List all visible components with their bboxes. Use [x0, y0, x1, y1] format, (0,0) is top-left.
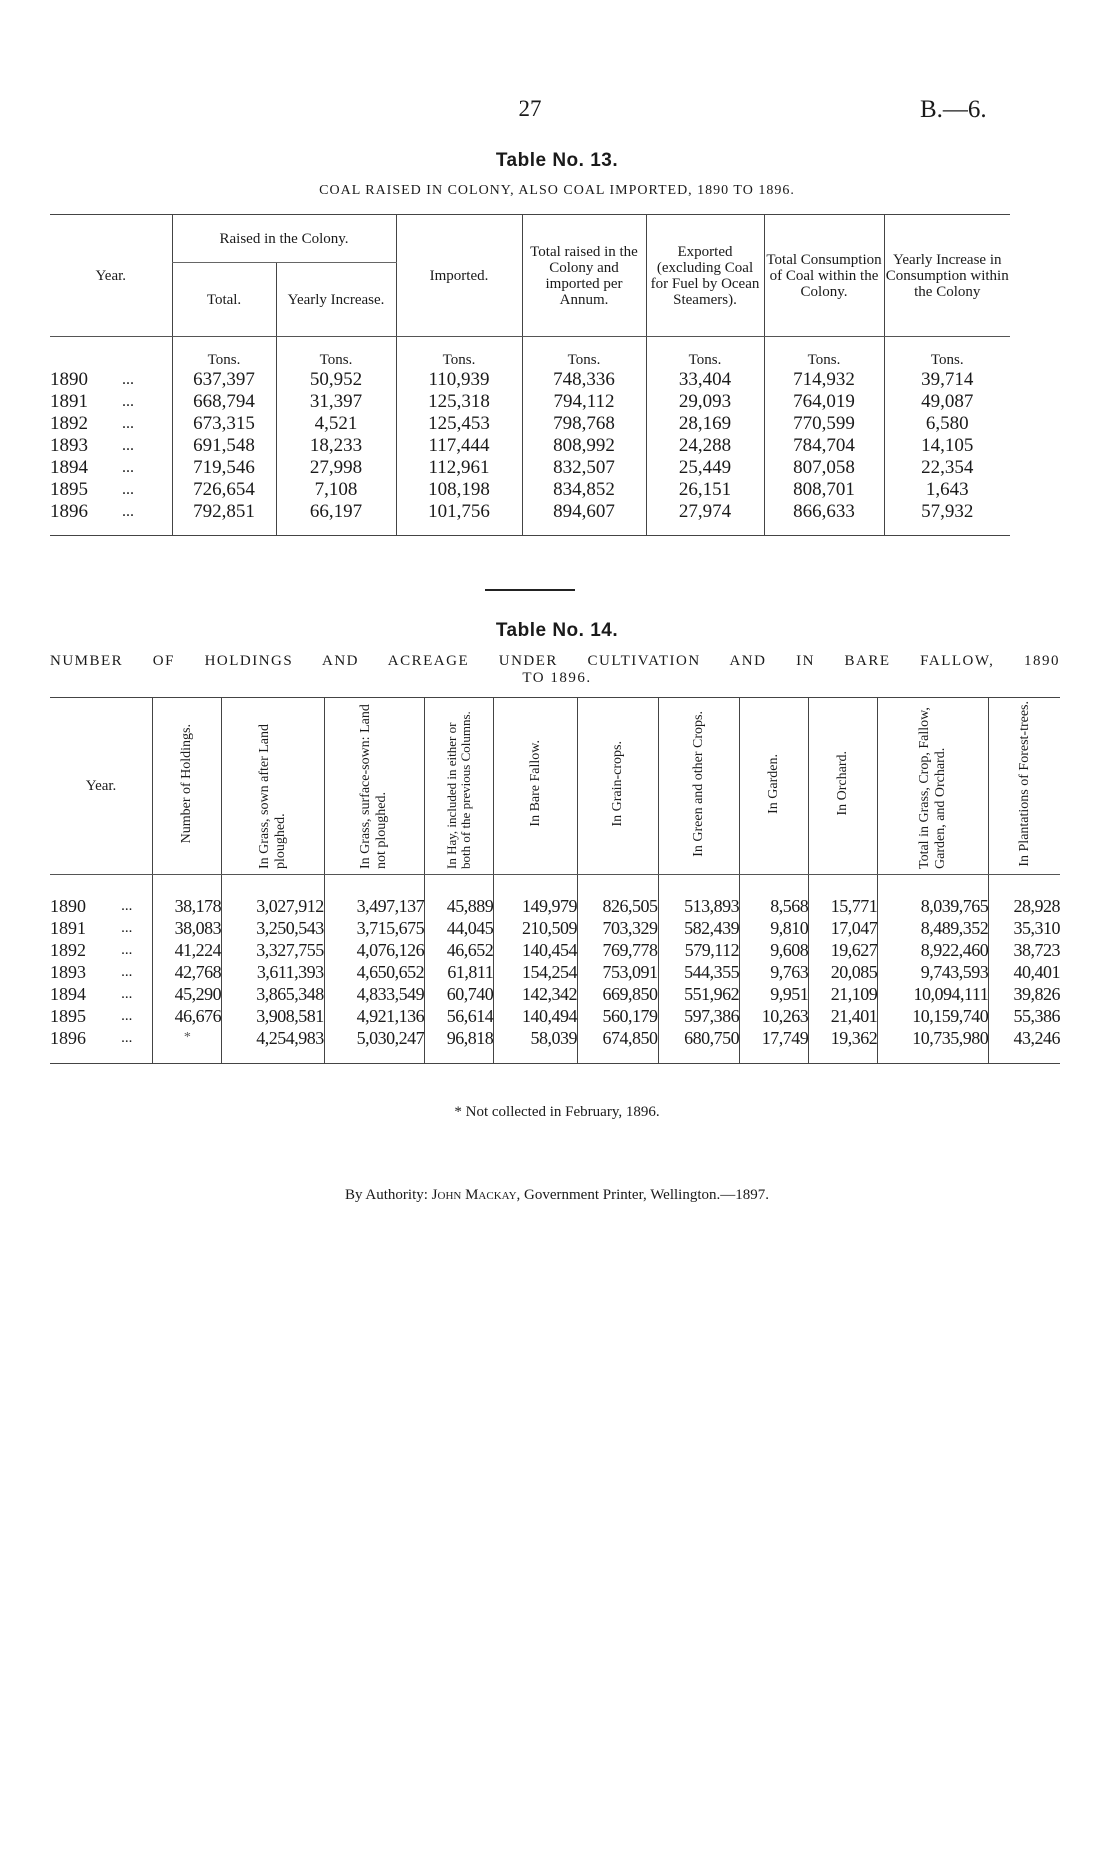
total: 8,039,765	[878, 875, 989, 918]
grass-surface: 5,030,247	[324, 1027, 424, 1064]
consumption: 866,633	[764, 501, 884, 536]
t14-header-grain: In Grain-crops.	[609, 740, 625, 827]
table-row	[50, 1005, 1060, 1027]
t14-header-garden: In Garden.	[766, 753, 782, 814]
grass-surface: 4,921,136	[324, 1005, 424, 1027]
garden: 9,608	[740, 939, 809, 961]
grain: 560,179	[577, 1005, 658, 1027]
t14-header-orchard: In Orchard.	[835, 751, 851, 816]
t14-header-year: Year.	[50, 698, 153, 875]
exported: 26,151	[646, 479, 764, 501]
grass-surface: 3,715,675	[324, 917, 424, 939]
t14-header-grass-ploughed: In Grass, sown after Land ploughed.	[256, 723, 288, 869]
grass-ploughed: 3,611,393	[222, 961, 325, 983]
year: 1895	[50, 479, 88, 500]
green: 582,439	[658, 917, 740, 939]
t13-header-imported: Imported.	[396, 215, 522, 337]
exported: 28,169	[646, 413, 764, 435]
year: 1894	[50, 457, 88, 478]
yearly-increase: 66,197	[276, 501, 396, 536]
grass-surface: 4,650,652	[324, 961, 424, 983]
total: 8,489,352	[878, 917, 989, 939]
orchard: 21,401	[809, 1005, 878, 1027]
plantations: 28,928	[989, 875, 1060, 918]
total: 668,794	[172, 391, 276, 413]
garden: 9,810	[740, 917, 809, 939]
plantations: 43,246	[989, 1027, 1060, 1064]
table-13-coal	[50, 214, 1010, 536]
holdings: 38,083	[153, 917, 222, 939]
total: 637,397	[172, 369, 276, 391]
t13-header-yearly-increase: Yearly Increase.	[276, 263, 396, 337]
orchard: 20,085	[809, 961, 878, 983]
consumption: 714,932	[764, 369, 884, 391]
hay: 96,818	[425, 1027, 494, 1064]
consumption-increase: 14,105	[884, 435, 1010, 457]
year: 1890	[50, 369, 88, 390]
total-raised: 798,768	[522, 413, 646, 435]
bare-fallow: 149,979	[494, 875, 578, 918]
garden: 9,951	[740, 983, 809, 1005]
grass-ploughed: 3,865,348	[222, 983, 325, 1005]
imported: 112,961	[396, 457, 522, 479]
orchard: 19,362	[809, 1027, 878, 1064]
leader-dots: ...	[122, 503, 134, 520]
leader-dots: ...	[122, 481, 134, 498]
garden: 10,263	[740, 1005, 809, 1027]
consumption: 807,058	[764, 457, 884, 479]
year: 1892	[50, 940, 86, 960]
t13-header-raised-group: Raised in the Colony.	[172, 215, 396, 263]
grass-ploughed: 3,027,912	[222, 875, 325, 918]
unit-label: Tons.	[646, 337, 764, 370]
hay: 44,045	[425, 917, 494, 939]
grain: 769,778	[577, 939, 658, 961]
yearly-increase: 31,397	[276, 391, 396, 413]
holdings: 41,224	[153, 939, 222, 961]
total-raised: 808,992	[522, 435, 646, 457]
green: 597,386	[658, 1005, 740, 1027]
total-raised: 834,852	[522, 479, 646, 501]
t13-header-consumption-increase: Yearly Increase in Consumption within the Colony	[884, 215, 1010, 337]
year: 1893	[50, 962, 86, 982]
t14-header-grass-surface: In Grass, surface-sown: Land not ploughed.	[358, 703, 390, 869]
table-row	[50, 457, 1010, 479]
consumption-increase: 39,714	[884, 369, 1010, 391]
grain: 826,505	[577, 875, 658, 918]
total: 726,654	[172, 479, 276, 501]
plantations: 39,826	[989, 983, 1060, 1005]
year: 1896	[50, 1028, 86, 1048]
t14-header-green: In Green and other Crops.	[690, 710, 706, 857]
grain: 669,850	[577, 983, 658, 1005]
hay: 61,811	[425, 961, 494, 983]
grass-ploughed: 3,250,543	[222, 917, 325, 939]
imprint-suffix: , Government Printer, Wellington.—1897.	[516, 1187, 769, 1203]
table-row	[50, 917, 1060, 939]
table-row	[50, 1027, 1060, 1064]
grass-surface: 4,076,126	[324, 939, 424, 961]
yearly-increase: 4,521	[276, 413, 396, 435]
green: 513,893	[658, 875, 740, 918]
table-14-subtitle-continued: TO 1896.	[522, 670, 592, 686]
t13-header-consumption: Total Consumption of Coal within the Colony.	[764, 215, 884, 337]
year: 1890	[50, 896, 86, 916]
table-row	[50, 961, 1060, 983]
grass-ploughed: 4,254,983	[222, 1027, 325, 1064]
total-raised: 832,507	[522, 457, 646, 479]
t14-header-total: Total in Grass, Crop, Fallow, Garden, and Orchard.	[917, 706, 949, 869]
leader-dots: ...	[121, 964, 133, 980]
imported: 125,453	[396, 413, 522, 435]
bare-fallow: 210,509	[494, 917, 578, 939]
t14-header-holdings: Number of Holdings.	[179, 723, 195, 844]
imported: 125,318	[396, 391, 522, 413]
table-14-title: Table No. 14.	[495, 620, 619, 641]
imported: 101,756	[396, 501, 522, 536]
t14-header-hay: In Hay, included in either or both of the previous Columns.	[444, 710, 474, 869]
table-row	[50, 391, 1010, 413]
unit-label: Tons.	[884, 337, 1010, 370]
grain: 674,850	[577, 1027, 658, 1064]
total: 691,548	[172, 435, 276, 457]
table-row	[50, 875, 1060, 918]
year: 1895	[50, 1006, 86, 1026]
table-14-subtitle: NUMBER OF HOLDINGS AND ACREAGE UNDER CULTIVATION AND IN BARE FALLOW, 1890	[50, 653, 1060, 669]
grass-ploughed: 3,908,581	[222, 1005, 325, 1027]
consumption: 784,704	[764, 435, 884, 457]
consumption: 770,599	[764, 413, 884, 435]
year: 1896	[50, 501, 88, 522]
garden: 17,749	[740, 1027, 809, 1064]
grain: 703,329	[577, 917, 658, 939]
year: 1894	[50, 984, 86, 1004]
year: 1893	[50, 435, 88, 456]
leader-dots: ...	[121, 898, 133, 914]
total: 10,094,111	[878, 983, 989, 1005]
hay: 46,652	[425, 939, 494, 961]
bare-fallow: 140,494	[494, 1005, 578, 1027]
green: 551,962	[658, 983, 740, 1005]
year: 1891	[50, 918, 86, 938]
exported: 29,093	[646, 391, 764, 413]
table-row	[50, 369, 1010, 391]
table-14-holdings	[50, 697, 1060, 1064]
total: 8,922,460	[878, 939, 989, 961]
table-13-subtitle: COAL RAISED IN COLONY, ALSO COAL IMPORTED, 1890 TO 1896.	[319, 183, 795, 198]
yearly-increase: 18,233	[276, 435, 396, 457]
table-14-footnote: * Not collected in February, 1896.	[454, 1104, 660, 1120]
bare-fallow: 154,254	[494, 961, 578, 983]
total-raised: 894,607	[522, 501, 646, 536]
total-raised: 794,112	[522, 391, 646, 413]
year: 1891	[50, 391, 88, 412]
consumption-increase: 49,087	[884, 391, 1010, 413]
orchard: 19,627	[809, 939, 878, 961]
document-reference: B.—6.	[920, 96, 987, 123]
t14-header-plantations: In Plantations of Forest-trees.	[1016, 700, 1032, 867]
table-row	[50, 501, 1010, 536]
total: 719,546	[172, 457, 276, 479]
unit-label: Tons.	[764, 337, 884, 370]
imprint-printer: John Mackay	[431, 1187, 517, 1203]
garden: 8,568	[740, 875, 809, 918]
imported: 110,939	[396, 369, 522, 391]
t13-header-total: Total.	[172, 263, 276, 337]
consumption-increase: 57,932	[884, 501, 1010, 536]
yearly-increase: 50,952	[276, 369, 396, 391]
table-row	[50, 413, 1010, 435]
imported: 108,198	[396, 479, 522, 501]
total: 9,743,593	[878, 961, 989, 983]
table-row	[50, 435, 1010, 457]
yearly-increase: 27,998	[276, 457, 396, 479]
grain: 753,091	[577, 961, 658, 983]
table-row	[50, 983, 1060, 1005]
leader-dots: ...	[121, 986, 133, 1002]
table-row	[50, 479, 1010, 501]
total: 792,851	[172, 501, 276, 536]
orchard: 21,109	[809, 983, 878, 1005]
exported: 25,449	[646, 457, 764, 479]
grass-surface: 3,497,137	[324, 875, 424, 918]
imported: 117,444	[396, 435, 522, 457]
consumption: 764,019	[764, 391, 884, 413]
unit-label: Tons.	[172, 337, 276, 370]
exported: 24,288	[646, 435, 764, 457]
table-row	[50, 939, 1060, 961]
orchard: 17,047	[809, 917, 878, 939]
yearly-increase: 7,108	[276, 479, 396, 501]
leader-dots: ...	[121, 1008, 133, 1024]
t13-header-year: Year.	[50, 215, 172, 337]
holdings-not-collected: *	[153, 1027, 222, 1064]
t14-header-bare-fallow: In Bare Fallow.	[527, 740, 543, 827]
t13-units-row	[50, 337, 1010, 370]
consumption-increase: 22,354	[884, 457, 1010, 479]
leader-dots: ...	[122, 371, 134, 388]
plantations: 55,386	[989, 1005, 1060, 1027]
green: 544,355	[658, 961, 740, 983]
exported: 33,404	[646, 369, 764, 391]
page-number: 27	[518, 96, 542, 121]
section-divider	[485, 589, 575, 591]
leader-dots: ...	[122, 393, 134, 410]
total: 10,735,980	[878, 1027, 989, 1064]
total-raised: 748,336	[522, 369, 646, 391]
holdings: 38,178	[153, 875, 222, 918]
consumption: 808,701	[764, 479, 884, 501]
unit-label: Tons.	[396, 337, 522, 370]
year: 1892	[50, 413, 88, 434]
exported: 27,974	[646, 501, 764, 536]
plantations: 35,310	[989, 917, 1060, 939]
leader-dots: ...	[121, 942, 133, 958]
total: 10,159,740	[878, 1005, 989, 1027]
leader-dots: ...	[121, 920, 133, 936]
table-13-title: Table No. 13.	[495, 150, 619, 171]
leader-dots: ...	[122, 415, 134, 432]
hay: 60,740	[425, 983, 494, 1005]
consumption-increase: 1,643	[884, 479, 1010, 501]
leader-dots: ...	[122, 459, 134, 476]
plantations: 40,401	[989, 961, 1060, 983]
orchard: 15,771	[809, 875, 878, 918]
green: 579,112	[658, 939, 740, 961]
holdings: 42,768	[153, 961, 222, 983]
bare-fallow: 142,342	[494, 983, 578, 1005]
bare-fallow: 140,454	[494, 939, 578, 961]
bare-fallow: 58,039	[494, 1027, 578, 1064]
total: 673,315	[172, 413, 276, 435]
t13-header-exported: Exported (excluding Coal for Fuel by Ocean Steamers).	[646, 215, 764, 337]
grass-surface: 4,833,549	[324, 983, 424, 1005]
holdings: 45,290	[153, 983, 222, 1005]
consumption-increase: 6,580	[884, 413, 1010, 435]
leader-dots: ...	[121, 1030, 133, 1046]
printer-imprint	[0, 1187, 1114, 1204]
unit-label: Tons.	[276, 337, 396, 370]
t13-header-total-raised: Total raised in the Colony and imported per Annum.	[522, 215, 646, 337]
holdings: 46,676	[153, 1005, 222, 1027]
green: 680,750	[658, 1027, 740, 1064]
plantations: 38,723	[989, 939, 1060, 961]
hay: 56,614	[425, 1005, 494, 1027]
hay: 45,889	[425, 875, 494, 918]
leader-dots: ...	[122, 437, 134, 454]
garden: 9,763	[740, 961, 809, 983]
imprint-prefix: By Authority:	[344, 1187, 432, 1203]
unit-label: Tons.	[522, 337, 646, 370]
grass-ploughed: 3,327,755	[222, 939, 325, 961]
